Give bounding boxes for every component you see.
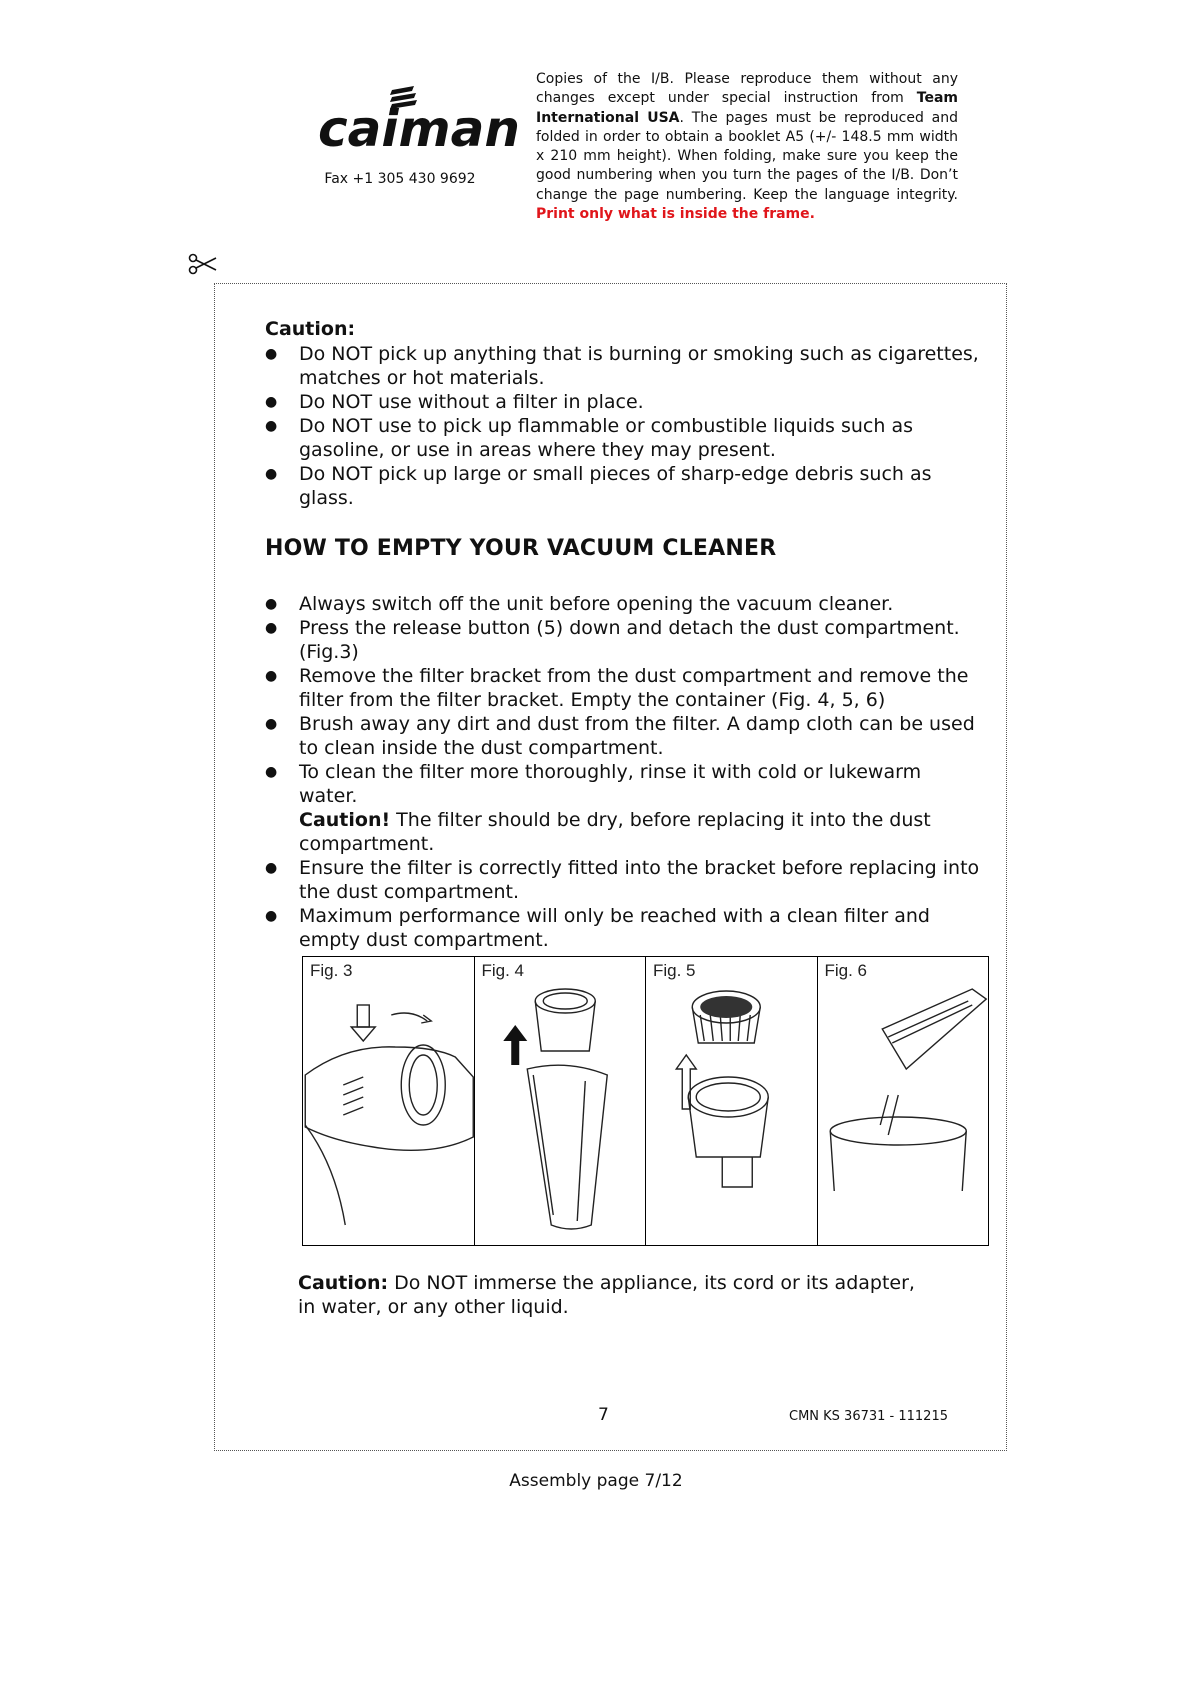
list-item: ● Maximum performance will only be reached with a clean filter and empty dust compartment. — [265, 905, 930, 951]
figure-5: Fig. 5 — [646, 957, 818, 1245]
list-item: ● Press the release button (5) down and detach the dust compartment. (Fig.3) — [265, 617, 960, 663]
list-item: ● Remove the filter bracket from the dust compartment and remove the filter from the filter bracket. Empty the container (Fig. 4, 5, 6) — [265, 665, 969, 711]
list-item: ● Ensure the filter is correctly fitted into the bracket before replacing into the dust compartment. — [265, 857, 980, 903]
list-item: ● Do NOT use without a filter in place. — [265, 391, 644, 413]
caution-list — [265, 342, 985, 510]
list-item: ● Brush away any dirt and dust from the filter. A damp cloth can be used to clean inside the dust compartment. — [265, 713, 975, 759]
svg-text:caiman: caiman — [318, 100, 520, 158]
list-item: ● Do NOT pick up anything that is burning or smoking such as cigarettes, matches or hot materials. — [265, 343, 979, 389]
immersion-caution: Caution: Do NOT immerse the appliance, its cord or its adapter, in water, or any other liquid. — [298, 1272, 915, 1318]
emptying-bin-illustration — [818, 985, 989, 1245]
caution-heading: Caution: — [265, 318, 356, 340]
figure-4: Fig. 4 — [475, 957, 647, 1245]
list-item: ● To clean the filter more thoroughly, rinse it with cold or lukewarm water. Caution! The filter should be dry, before replacing it into the dust compartment. — [265, 761, 931, 855]
print-instructions: Copies of the I/B. Please reproduce them without any changes except under special instruction from Team International USA. The pages must be reproduced and folded in order to obtain a booklet A5 (+/- 148.5 mm width x 210 mm height). When folding, make sure you keep the good numbering when you turn the pages of the I/B. Don’t change the page numbering. Keep the language integrity. Print only what is inside the frame. — [536, 71, 958, 223]
caiman-logo — [318, 86, 520, 158]
list-item: ● Always switch off the unit before opening the vacuum cleaner. — [265, 593, 894, 615]
fax-number: Fax +1 305 430 9692 — [324, 171, 476, 187]
list-item: ● Do NOT use to pick up flammable or combustible liquids such as gasoline, or use in areas where they may present. — [265, 415, 914, 461]
scissors-icon — [188, 252, 218, 276]
section-title: HOW TO EMPTY YOUR VACUUM CLEANER — [265, 536, 777, 561]
page-number: 7 — [598, 1405, 609, 1425]
assembly-page-label: Assembly page 7/12 — [509, 1471, 683, 1491]
figure-3: Fig. 3 — [303, 957, 475, 1245]
filter-removal-illustration — [646, 985, 817, 1245]
model-code: CMN KS 36731 - 111215 — [789, 1409, 948, 1424]
vacuum-detach-illustration — [303, 985, 474, 1245]
list-item: ● Do NOT pick up large or small pieces of sharp-edge debris such as glass. — [265, 463, 932, 509]
figure-6: Fig. 6 — [818, 957, 989, 1245]
instructions-list — [265, 592, 985, 952]
filter-bracket-illustration — [475, 985, 646, 1245]
figure-strip — [302, 956, 989, 1246]
